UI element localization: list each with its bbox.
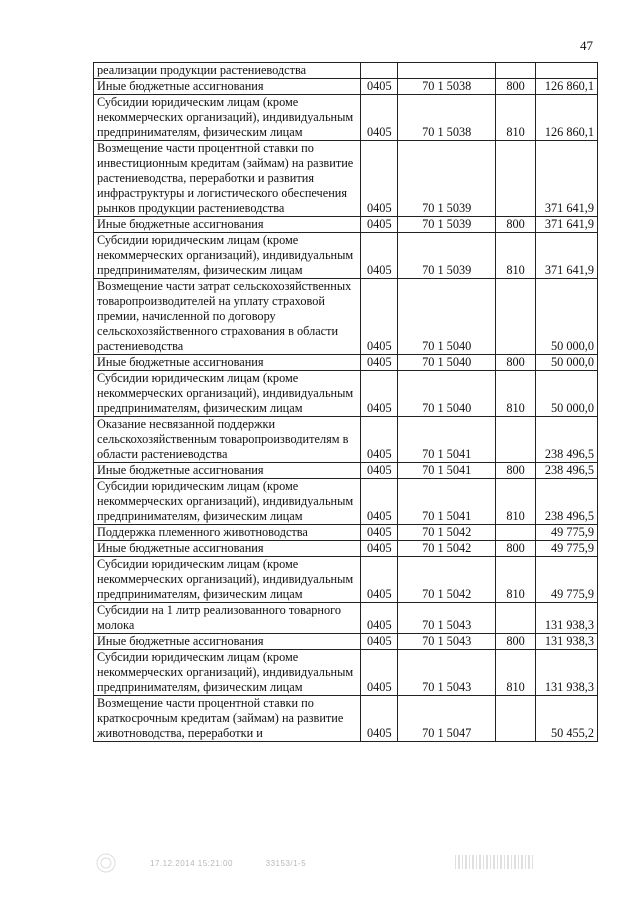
row-expense-type: 800 (496, 355, 536, 371)
row-amount: 126 860,1 (536, 95, 598, 141)
row-amount (536, 63, 598, 79)
row-name: Субсидии юридическим лицам (кроме некоммерческих организаций), индивидуальным предпринимателям, физическим лицам (94, 557, 361, 603)
row-amount: 238 496,5 (536, 417, 598, 463)
table-row (94, 650, 598, 696)
budget-table-body (94, 63, 598, 742)
table-row (94, 417, 598, 463)
row-target-code: 70 1 5038 (398, 79, 496, 95)
row-expense-type (496, 417, 536, 463)
footer (150, 859, 336, 868)
row-section: 0405 (361, 557, 398, 603)
row-name: Субсидии юридическим лицам (кроме некоммерческих организаций), индивидуальным предпринимателям, физическим лицам (94, 233, 361, 279)
row-amount: 131 938,3 (536, 650, 598, 696)
table-row (94, 634, 598, 650)
table-row (94, 696, 598, 742)
row-section: 0405 (361, 233, 398, 279)
row-name: Иные бюджетные ассигнования (94, 541, 361, 557)
table-row (94, 371, 598, 417)
row-amount: 49 775,9 (536, 557, 598, 603)
row-name: Возмещение части процентной ставки по инвестиционным кредитам (займам) на развитие растениеводства, переработки и развития инфраструктуры и логистического обеспечения рынков продукции растениеводства (94, 141, 361, 217)
row-name: Возмещение части процентной ставки по краткосрочным кредитам (займам) на развитие животноводства, переработки и (94, 696, 361, 742)
row-target-code: 70 1 5041 (398, 479, 496, 525)
row-expense-type (496, 141, 536, 217)
row-amount: 50 000,0 (536, 371, 598, 417)
row-expense-type (496, 603, 536, 634)
row-section: 0405 (361, 603, 398, 634)
table-row (94, 463, 598, 479)
row-amount: 371 641,9 (536, 217, 598, 233)
table-row (94, 541, 598, 557)
table-row (94, 95, 598, 141)
row-expense-type: 800 (496, 463, 536, 479)
row-expense-type (496, 696, 536, 742)
table-row (94, 603, 598, 634)
row-section: 0405 (361, 696, 398, 742)
row-expense-type (496, 279, 536, 355)
row-amount: 371 641,9 (536, 141, 598, 217)
table-row (94, 217, 598, 233)
row-section: 0405 (361, 355, 398, 371)
row-expense-type: 800 (496, 79, 536, 95)
footer-doc-id: 33153/1-5 (265, 859, 307, 868)
row-name: Возмещение части затрат сельскохозяйственных товаропроизводителей на уплату страховой премии, начисленной по договору сельскохозяйственного страхования в области растениеводства (94, 279, 361, 355)
row-expense-type: 800 (496, 217, 536, 233)
row-expense-type: 800 (496, 634, 536, 650)
row-name: Иные бюджетные ассигнования (94, 79, 361, 95)
row-section: 0405 (361, 417, 398, 463)
row-target-code: 70 1 5040 (398, 355, 496, 371)
stamp-mark-icon (95, 852, 117, 874)
table-row (94, 479, 598, 525)
table-row (94, 525, 598, 541)
row-target-code: 70 1 5043 (398, 650, 496, 696)
row-target-code: 70 1 5042 (398, 557, 496, 603)
row-expense-type (496, 63, 536, 79)
barcode-mark-icon (455, 855, 535, 869)
footer-datetime: 17.12.2014 15:21:00 (150, 859, 233, 868)
row-section: 0405 (361, 525, 398, 541)
row-amount: 131 938,3 (536, 603, 598, 634)
row-target-code: 70 1 5039 (398, 141, 496, 217)
row-expense-type: 810 (496, 557, 536, 603)
row-amount: 50 000,0 (536, 355, 598, 371)
row-target-code: 70 1 5040 (398, 279, 496, 355)
row-expense-type: 810 (496, 650, 536, 696)
row-name: Субсидии юридическим лицам (кроме некоммерческих организаций), индивидуальным предпринимателям, физическим лицам (94, 371, 361, 417)
row-section: 0405 (361, 79, 398, 95)
row-target-code: 70 1 5042 (398, 541, 496, 557)
row-target-code: 70 1 5041 (398, 463, 496, 479)
row-amount: 238 496,5 (536, 479, 598, 525)
row-name: Субсидии юридическим лицам (кроме некоммерческих организаций), индивидуальным предпринимателям, физическим лицам (94, 479, 361, 525)
table-row (94, 63, 598, 79)
row-name: Иные бюджетные ассигнования (94, 634, 361, 650)
table-row (94, 79, 598, 95)
row-section: 0405 (361, 95, 398, 141)
row-target-code (398, 63, 496, 79)
page-number: 47 (580, 38, 593, 53)
row-amount: 126 860,1 (536, 79, 598, 95)
row-amount: 371 641,9 (536, 233, 598, 279)
row-name: Иные бюджетные ассигнования (94, 463, 361, 479)
row-amount: 131 938,3 (536, 634, 598, 650)
row-target-code: 70 1 5038 (398, 95, 496, 141)
row-target-code: 70 1 5039 (398, 233, 496, 279)
row-amount: 49 775,9 (536, 541, 598, 557)
budget-table (93, 62, 598, 742)
row-name: Субсидии юридическим лицам (кроме некоммерческих организаций), индивидуальным предпринимателям, физическим лицам (94, 95, 361, 141)
row-section: 0405 (361, 463, 398, 479)
table-row (94, 557, 598, 603)
row-section: 0405 (361, 541, 398, 557)
row-name: Иные бюджетные ассигнования (94, 355, 361, 371)
row-expense-type (496, 525, 536, 541)
table-row (94, 233, 598, 279)
row-section: 0405 (361, 279, 398, 355)
row-section: 0405 (361, 371, 398, 417)
row-name: Субсидии юридическим лицам (кроме некоммерческих организаций), индивидуальным предпринимателям, физическим лицам (94, 650, 361, 696)
row-expense-type: 810 (496, 233, 536, 279)
row-target-code: 70 1 5043 (398, 603, 496, 634)
row-section: 0405 (361, 141, 398, 217)
row-name: Оказание несвязанной поддержки сельскохозяйственным товаропроизводителям в области растениеводства (94, 417, 361, 463)
row-target-code: 70 1 5039 (398, 217, 496, 233)
row-section: 0405 (361, 650, 398, 696)
row-target-code: 70 1 5042 (398, 525, 496, 541)
row-target-code: 70 1 5047 (398, 696, 496, 742)
row-expense-type: 810 (496, 95, 536, 141)
table-row (94, 355, 598, 371)
row-target-code: 70 1 5041 (398, 417, 496, 463)
table-row (94, 141, 598, 217)
row-section: 0405 (361, 217, 398, 233)
row-amount: 49 775,9 (536, 525, 598, 541)
row-target-code: 70 1 5040 (398, 371, 496, 417)
row-section: 0405 (361, 479, 398, 525)
row-amount: 50 000,0 (536, 279, 598, 355)
row-name: Поддержка племенного животноводства (94, 525, 361, 541)
table-row (94, 279, 598, 355)
row-name: реализации продукции растениеводства (94, 63, 361, 79)
row-amount: 238 496,5 (536, 463, 598, 479)
row-name: Иные бюджетные ассигнования (94, 217, 361, 233)
row-section (361, 63, 398, 79)
row-amount: 50 455,2 (536, 696, 598, 742)
row-expense-type: 810 (496, 479, 536, 525)
row-section: 0405 (361, 634, 398, 650)
row-target-code: 70 1 5043 (398, 634, 496, 650)
row-expense-type: 810 (496, 371, 536, 417)
row-expense-type: 800 (496, 541, 536, 557)
row-name: Субсидии на 1 литр реализованного товарного молока (94, 603, 361, 634)
